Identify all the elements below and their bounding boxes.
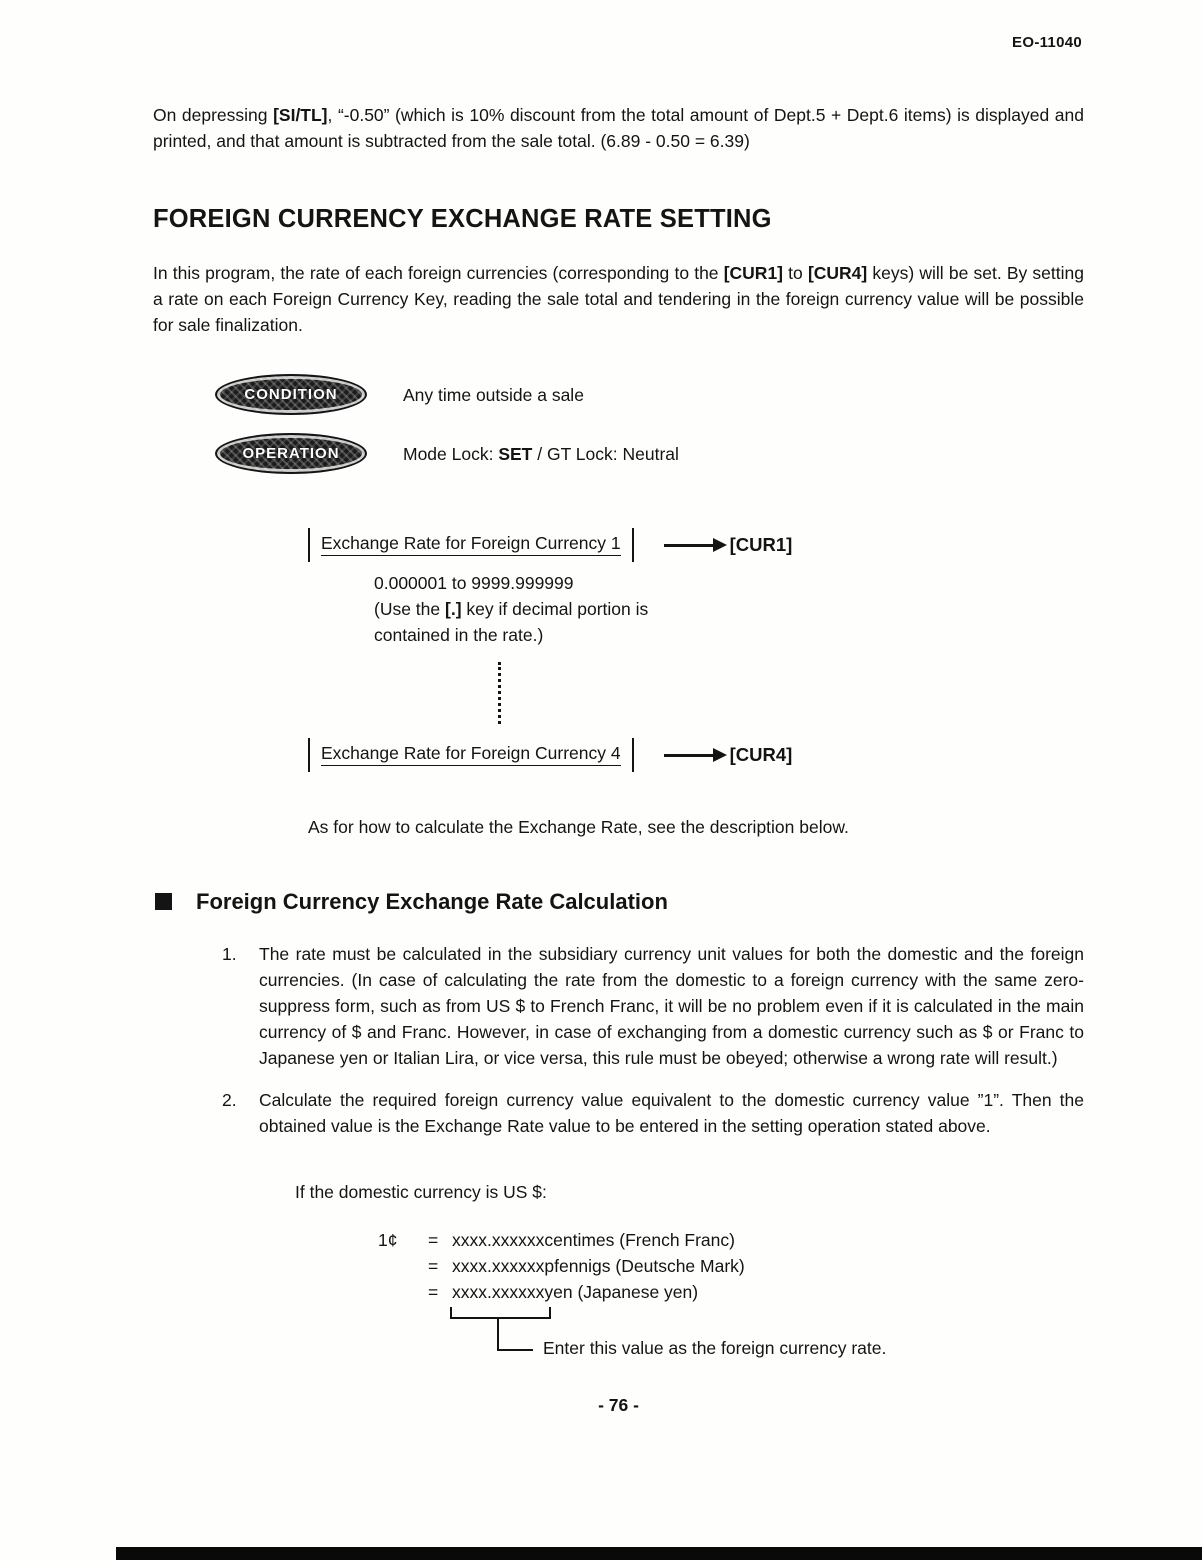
condition-badge-label: CONDITION <box>244 385 338 403</box>
decimal-key-note-line1 <box>374 596 1084 622</box>
cur1-key-ref: [CUR1] <box>723 263 784 283</box>
scan-edge-bar <box>116 1547 1202 1560</box>
conversion-line-japanese-yen <box>378 1279 1084 1305</box>
operation-text <box>403 441 679 467</box>
calculation-step-2 <box>222 1087 1084 1139</box>
intro-text-2: to <box>783 263 808 283</box>
lead-paragraph <box>153 102 1084 154</box>
example-lead: If the domestic currency is US $: <box>295 1182 547 1202</box>
currency-description: yen (Japanese yen) <box>544 1282 699 1302</box>
page-number: - 76 - <box>598 1395 639 1415</box>
cur1-key-label: [CUR1] <box>729 534 793 555</box>
condition-operation-block <box>215 374 1084 474</box>
note-text-1: (Use the <box>374 599 445 619</box>
condition-row <box>215 374 1084 415</box>
rate-value-placeholder: xxxx.xxxxxx <box>452 1230 545 1250</box>
callout-elbow-line <box>497 1319 533 1351</box>
equals-sign: = <box>428 1230 439 1250</box>
step-text-1: The rate must be calculated in the subsidiary currency unit values for both the domestic and the foreign currencies. (In case of calculating the rate from the domestic to a foreign currency with the same zero-suppress form, such as from US $ to French Franc, it will be no problem even if it is calculated in the main currency of $ and Franc. However, in case of exchanging from a domestic currency such as $ or Franc to Japanese yen or Italian Lira, or vice versa, this rule must be obeyed; otherwise a wrong rate will result.) <box>259 944 1084 1068</box>
cur4-key-label: [CUR4] <box>729 744 793 765</box>
intro-text-3: keys) will be set. By setting a rate on each Foreign Currency Key, reading the sale total and tendering in the foreign currency value will be possible for sale finalization. <box>153 263 1084 335</box>
decimal-key-label: [.] <box>445 599 462 619</box>
operation-row <box>215 433 1084 474</box>
callout-text: Enter this value as the foreign currency rate. <box>543 1338 887 1358</box>
mode-lock-text: Mode Lock: <box>403 443 499 464</box>
right-arrow-icon <box>664 754 714 757</box>
callout <box>378 1319 1084 1358</box>
step-number-2: 2. <box>222 1090 237 1110</box>
rate-entry-box-1-label: Exchange Rate for Foreign Currency 1 <box>321 533 621 556</box>
note-text-2: key if decimal portion is <box>461 599 649 619</box>
rate-value-placeholder: xxxx.xxxxxx <box>452 1282 545 1302</box>
rate-entry-box-1 <box>308 528 634 562</box>
lead-text-1: On depressing <box>153 105 274 125</box>
condition-badge <box>215 374 367 415</box>
step-number-1: 1. <box>222 944 237 964</box>
value-underbrace-line <box>450 1307 551 1319</box>
example-block <box>153 1179 1084 1358</box>
section-title: FOREIGN CURRENCY EXCHANGE RATE SETTING <box>153 205 772 233</box>
rate-value-placeholder: xxxx.xxxxxx <box>452 1256 545 1276</box>
unit-cell-empty <box>378 1253 428 1279</box>
gt-lock-text: / GT Lock: Neutral <box>532 443 679 464</box>
unit-cell-empty <box>378 1279 428 1305</box>
rate-range-notes <box>374 570 1084 648</box>
currency-description: centimes (French Franc) <box>544 1230 735 1250</box>
rate-entry-box-4-label: Exchange Rate for Foreign Currency 4 <box>321 743 621 766</box>
operation-badge <box>215 433 367 474</box>
rate-range: 0.000001 to 9999.999999 <box>374 573 574 593</box>
rate-entry-box-4 <box>308 738 634 772</box>
cur4-key-ref: [CUR4] <box>807 263 868 283</box>
diagram-footnote: As for how to calculate the Exchange Rate, see the description below. <box>308 817 849 837</box>
ellipsis-connector-line <box>498 662 501 724</box>
decimal-key-note-line2: contained in the rate.) <box>374 625 544 645</box>
conversion-line-french-franc <box>378 1227 1084 1253</box>
conversion-example <box>378 1227 1084 1358</box>
calculation-steps-list <box>222 941 1084 1139</box>
calculation-section-heading <box>153 888 1084 915</box>
section-intro-paragraph <box>153 260 1084 338</box>
unit-cell: 1¢ <box>378 1230 398 1250</box>
intro-text-1: In this program, the rate of each foreign currencies (corresponding to the <box>153 263 724 283</box>
set-mode-label: SET <box>498 443 533 464</box>
equals-sign: = <box>428 1282 439 1302</box>
diagram-row-currency1 <box>308 528 1084 562</box>
doc-number: EO-11040 <box>1012 34 1082 51</box>
exchange-rate-setting-diagram <box>308 528 1084 840</box>
right-arrow-icon <box>664 544 714 547</box>
currency-description: pfennigs (Deutsche Mark) <box>544 1256 745 1276</box>
si-tl-key-label: [SI/TL] <box>273 105 328 125</box>
calculation-heading-text: Foreign Currency Exchange Rate Calculation <box>196 889 668 914</box>
equals-sign: = <box>428 1256 439 1276</box>
square-bullet-icon <box>155 893 172 910</box>
lead-text-2: , “-0.50” (which is 10% discount from the total amount of Dept.5 + Dept.6 items) is displayed and printed, and that amount is subtracted from the sale total. (6.89 - 0.50 = 6.39) <box>153 105 1084 151</box>
condition-text: Any time outside a sale <box>403 384 584 405</box>
operation-badge-label: OPERATION <box>242 444 340 462</box>
step-text-2: Calculate the required foreign currency value equivalent to the domestic currency value ”1”. Then the obtained value is the Exchange Rate value to be entered in the setting operation stated above. <box>259 1090 1084 1136</box>
diagram-row-currency4 <box>308 738 1084 772</box>
calculation-step-1 <box>222 941 1084 1071</box>
conversion-line-deutsche-mark <box>378 1253 1084 1279</box>
